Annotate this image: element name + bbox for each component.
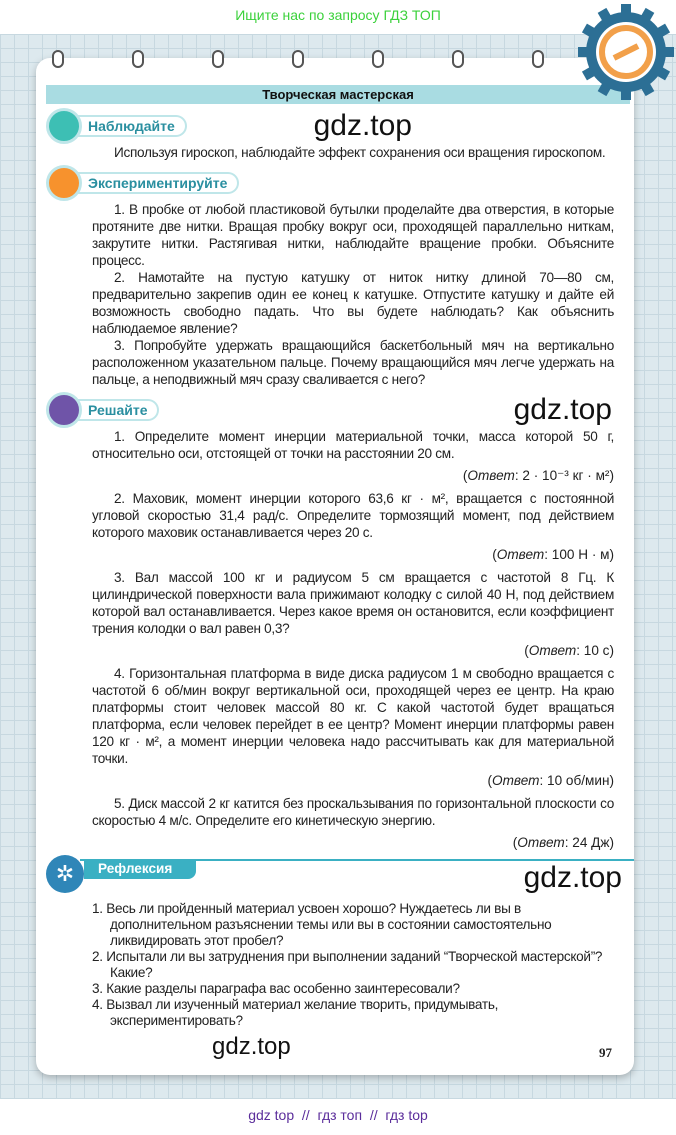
solve-header-row [46, 392, 634, 428]
answer: (Ответ: 10 об/мин) [487, 773, 614, 788]
section-header-solve [46, 392, 159, 428]
answer: (Ответ: 2 · 10⁻³ кг · м²) [462, 468, 614, 483]
experiment-item: 2. Намотайте на пустую катушку от ниток нитку длиной 70—80 см, предварительно закрепив один ее конец к катушке. Отпустите катушку и дайте ей возможность свободно падать. Что вы будете наблюдать? Как объяснить наблюдаемое явление? [92, 270, 614, 336]
answer-label: Ответ [467, 468, 515, 483]
top-search-link[interactable]: Ищите нас по запросу ГДЗ ТОП [235, 7, 441, 23]
answer-value: : 100 Н · м) [544, 547, 614, 562]
answer-label: Ответ [517, 835, 565, 850]
experiment-item: 1. В пробке от любой пластиковой бутылки проделайте два отверстия, в которые протяните две нитки. Вращая пробку вокруг оси, проходящей параллельно ниткам, закрутите нитки. Растягивая нитки, наблюдайте вращение пробки. Объясните процесс. [92, 202, 614, 268]
section-title: Наблюдайте [74, 115, 187, 137]
watermark: gdz.top [513, 393, 612, 426]
gear-logo-icon [576, 2, 676, 102]
answer-label: Ответ [496, 547, 545, 562]
page-number: 97 [599, 1045, 612, 1060]
binder-ring [292, 50, 304, 68]
problem: 4. Горизонтальная платформа в виде диска радиусом 1 м свободно вращается с частотой 6 об/мин вокруг вертикальной оси, проходящей через ее центр. На краю платформы стоит человек массой 80 кг. С какой частотой будет вращаться платформа, если человек перейдет в ее центр? Момент инерции платформы равен 120 кг · м², а момент инерции человека надо рассчитывать как для материальной точки. [92, 666, 614, 766]
footer-links[interactable]: gdz top // гдз топ // гдз top [248, 1107, 428, 1123]
answer-value: : 10 с) [576, 643, 614, 658]
graph-paper-background [0, 34, 676, 1099]
answer-value: : 2 · 10⁻³ кг · м²) [514, 468, 614, 483]
binder-ring [212, 50, 224, 68]
experiment-header-row [46, 165, 634, 201]
teal-circle-icon [46, 108, 82, 144]
experiment-item: 3. Попробуйте удержать вращающийся баскетбольный мяч на вертикально расположенном указательном пальце. Почему вращающийся мяч легче удержать на пальце, а неподвижный мяч сразу сваливается с него? [92, 338, 614, 387]
section-title-reflection: Рефлексия [84, 859, 196, 879]
watermark: gdz.top [313, 109, 412, 142]
binder-ring [452, 50, 464, 68]
section-title: Решайте [74, 399, 159, 421]
problem: 5. Диск массой 2 кг катится без проскальзывания по горизонтальной плоскости со скоростью 4 м/с. Определите его кинетическую энергию. [92, 796, 614, 828]
bottom-row [46, 1029, 634, 1061]
purple-circle-icon [46, 392, 82, 428]
binder-ring [372, 50, 384, 68]
observe-header-row [46, 108, 634, 144]
watermark: gdz.top [523, 861, 622, 894]
section-header-experiment [46, 165, 239, 201]
binder-ring [532, 50, 544, 68]
reflection-item: 2. Испытали ли вы затруднения при выполнении заданий “Творческой мастерской”? Какие? [92, 949, 603, 980]
section-header-reflection [46, 855, 196, 893]
answer: (Ответ: 100 Н · м) [492, 547, 614, 562]
binder-ring [52, 50, 64, 68]
section-title: Экспериментируйте [74, 172, 239, 194]
answer-label: Ответ [492, 773, 540, 788]
problem: 3. Вал массой 100 кг и радиусом 5 см вращается с частотой 8 Гц. К цилиндрической поверхности вала прижимают колодку с силой 40 Н, под действием которой вал останавливается. Через какое время он остановится, если коэффициент трения колодки о вал равен 0,3? [92, 570, 614, 636]
experiment-list [92, 201, 614, 388]
answer: (Ответ: 10 с) [524, 643, 614, 658]
reflection-item: 4. Вызвал ли изученный материал желание творить, придумывать, экспериментировать? [92, 997, 499, 1028]
reflection-item: 1. Весь ли пройденный материал усвоен хорошо? Нуждаетесь ли вы в дополнительном разъяснении темы или вы в состоянии самостоятельно ликвидировать этот пробел? [92, 901, 552, 948]
binder-rings [52, 50, 544, 68]
binder-ring [132, 50, 144, 68]
reflection-header-row [55, 859, 634, 895]
reflection-list [92, 901, 614, 1029]
problem: 2. Маховик, момент инерции которого 63,6 кг · м², вращается с постоянной угловой скоростью 31,4 рад/с. Определите тормозящий момент, под действием которого маховик останавливается через 20 с. [92, 491, 614, 540]
section-banner: Творческая мастерская [46, 85, 630, 104]
answer-label: Ответ [528, 643, 577, 658]
molecule-icon: ✲ [46, 855, 84, 893]
watermark: gdz.top [212, 1033, 291, 1060]
orange-circle-icon [46, 165, 82, 201]
answer-value: : 24 Дж) [564, 835, 614, 850]
reflection-item: 3. Какие разделы параграфа вас особенно заинтересовали? [92, 981, 460, 996]
answer-value: : 10 об/мин) [539, 773, 614, 788]
section-header-observe [46, 108, 187, 144]
answer: (Ответ: 24 Дж) [512, 835, 614, 850]
problem: 1. Определите момент инерции материальной точки, масса которой 50 г, относительно оси, отстоящей от точки на расстоянии 20 см. [92, 429, 614, 461]
observe-text: Используя гироскоп, наблюдайте эффект сохранения оси вращения гироскопом. [114, 145, 606, 160]
page-card [36, 58, 634, 1075]
